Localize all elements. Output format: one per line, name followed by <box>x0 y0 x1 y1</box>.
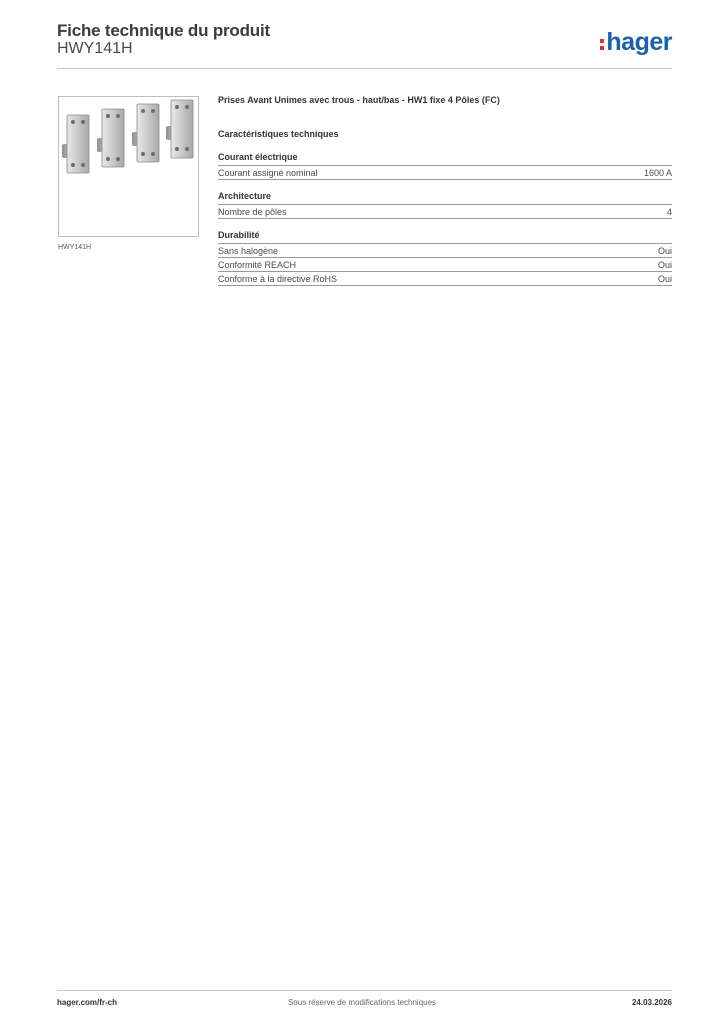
spec-label: Nombre de pôles <box>218 207 287 217</box>
busbar-connector-4 <box>166 100 193 158</box>
page-title: Fiche technique du produit <box>57 21 270 40</box>
footer-disclaimer: Sous réserve de modifications techniques <box>287 998 437 1007</box>
hager-logo <box>600 28 672 57</box>
spec-value: Oui <box>657 246 672 256</box>
product-illustration <box>59 97 198 236</box>
spec-label: Courant assigné nominal <box>218 168 318 178</box>
busbar-connector-2 <box>97 109 124 167</box>
product-description: Prises Avant Unimes avec trous - haut/bas - HW1 fixe 4 Pôles (FC) <box>218 95 500 105</box>
spec-row <box>218 258 672 272</box>
characteristics-heading: Caractéristiques techniques <box>218 129 339 139</box>
spec-row <box>218 272 672 286</box>
footer-divider <box>57 990 672 991</box>
section-title: Courant électrique <box>218 152 672 166</box>
footer-website-link[interactable]: hager.com/fr-ch <box>57 998 118 1007</box>
section-architecture <box>218 191 672 219</box>
footer-date: 24.03.2026 <box>631 998 672 1007</box>
busbar-connector-1 <box>62 115 89 173</box>
section-courant-electrique <box>218 152 672 180</box>
header-divider <box>57 68 672 69</box>
spec-row <box>218 244 672 258</box>
busbar-connector-3 <box>132 104 159 162</box>
spec-label: Sans halogène <box>218 246 279 256</box>
spec-value: Oui <box>657 274 672 284</box>
section-title: Architecture <box>218 191 672 205</box>
specification-panel <box>218 95 672 297</box>
spec-row <box>218 166 672 180</box>
logo-text: hager <box>606 28 672 56</box>
spec-value: 4 <box>666 207 672 217</box>
spec-label: Conforme à la directive RoHS <box>218 274 338 284</box>
spec-label: Conformité REACH <box>218 260 297 270</box>
spec-row <box>218 205 672 219</box>
section-title: Durabilité <box>218 230 672 244</box>
spec-value: 1600 A <box>643 168 672 178</box>
section-durabilite <box>218 230 672 286</box>
logo-dots-icon <box>600 39 604 50</box>
spec-value: Oui <box>657 260 672 270</box>
product-image <box>58 96 199 237</box>
image-caption: HWY141H <box>58 244 92 251</box>
product-reference: HWY141H <box>57 40 133 57</box>
